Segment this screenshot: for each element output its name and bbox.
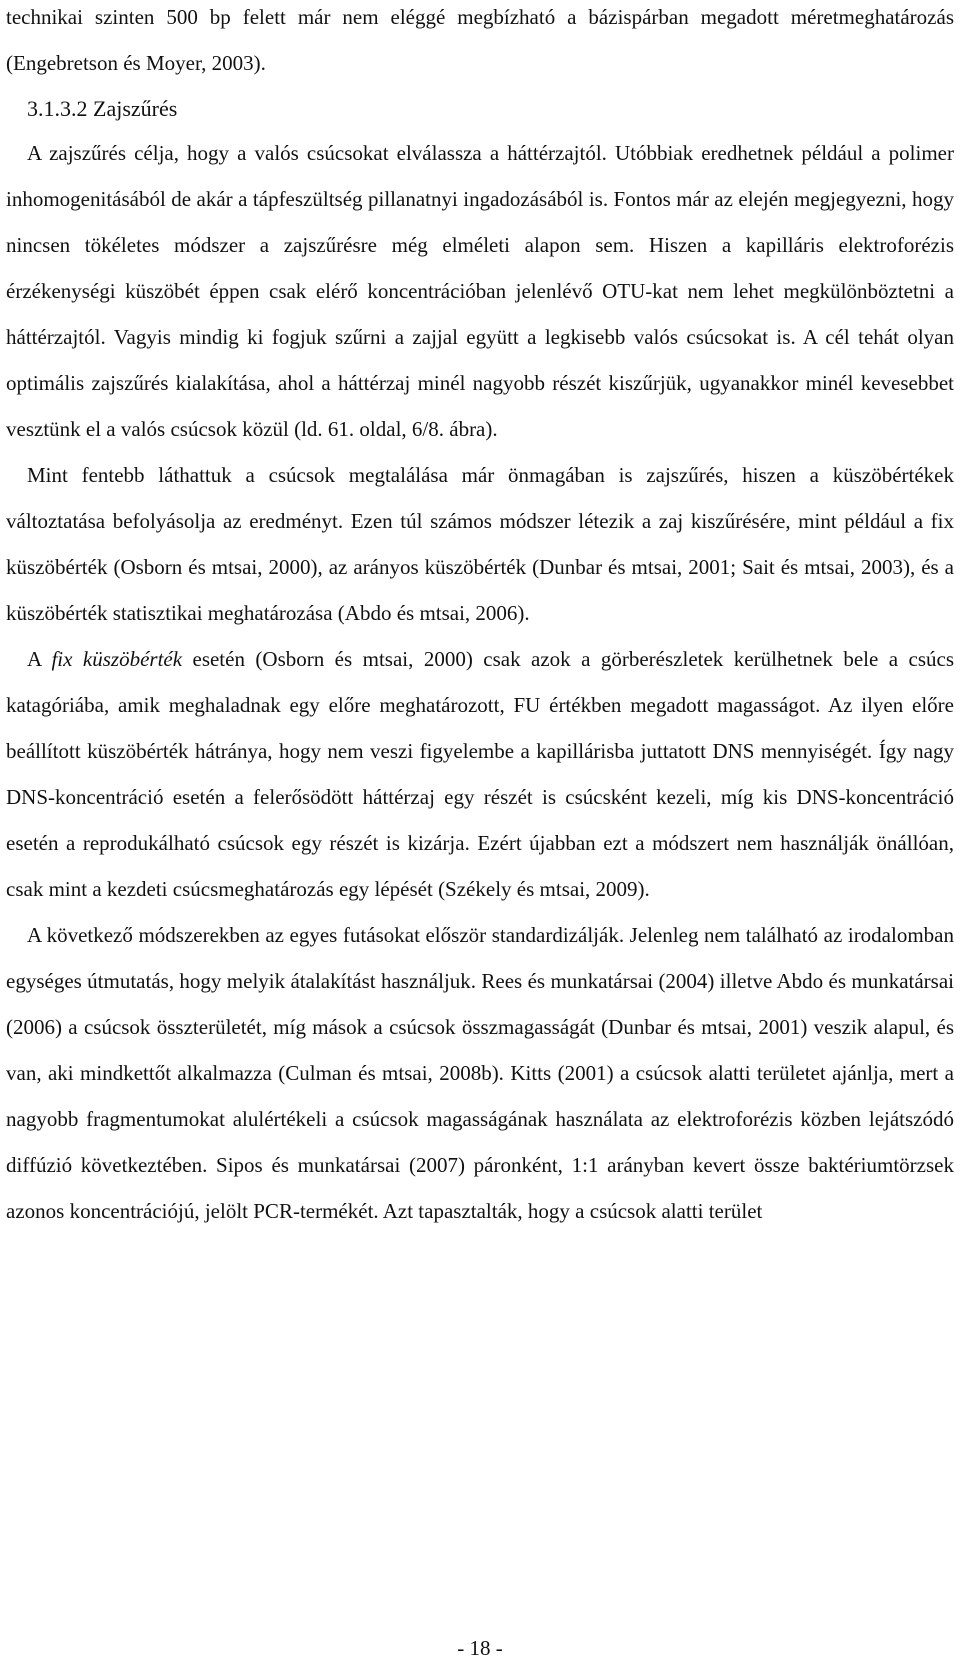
paragraph-fixed-threshold: [6, 636, 954, 912]
body-text: [6, 0, 954, 1234]
section-heading: 3.1.3.2 Zajszűrés: [27, 96, 178, 121]
page-number: - 18 -: [457, 1636, 503, 1660]
fixed-threshold-text: esetén (Osborn és mtsai, 2000) csak azok a görberészletek kerülhetnek bele a csúcs katagóriába, amik meghaladnak egy előre meghatározott, FU értékben megadott magasságot. Az ilyen előre beállított küszöbérték hátránya, hogy nem veszi figyelembe a kapillárisba juttatott DNS mennyiségét. Így nagy DNS-koncentráció esetén a felerősödött háttérzaj egy részét is csúcsként kezeli, míg kis DNS-koncentráció esetén a reprodukálható csúcsok egy részét is kizárja. Ezért újabban ezt a módszert nem használják önállóan, csak mint a kezdeti csúcsmeghatározás egy lépését (Székely és mtsai, 2009).: [6, 647, 954, 901]
paragraph-standardization: A következő módszerekben az egyes futásokat először standardizálják. Jelenleg nem található az irodalomban egységes útmutatás, hogy melyik átalakítást használjuk. Rees és munkatársai (2004) illetve Abdo és munkatársai (2006) a csúcsok összterületét, míg mások a csúcsok összmagasságát (Dunbar és mtsai, 2001) veszik alapul, és van, aki mindkettőt alkalmazza (Culman és mtsai, 2008b). Kitts (2001) a csúcsok alatti területet ajánlja, mert a nagyobb fragmentumokat alulértékeli a csúcsok magasságának használata az elektroforézis közben lejátszódó diffúzió következtében. Sipos és munkatársai (2007) páronként, 1:1 arányban kevert össze baktériumtörzsek azonos koncentrációjú, jelölt PCR-termékét. Azt tapasztalták, hogy a csúcsok alatti terület: [6, 923, 954, 1223]
fixed-threshold-lead: A: [27, 647, 52, 671]
fixed-threshold-term: fix küszöbérték: [51, 647, 183, 671]
paragraph-methods-overview: Mint fentebb láthattuk a csúcsok megtalálása már önmagában is zajszűrés, hiszen a küszöbértékek változtatása befolyásolja az eredményt. Ezen túl számos módszer létezik a zaj kiszűrésére, mint például a fix küszöbérték (Osborn és mtsai, 2000), az arányos küszöbérték (Dunbar és mtsai, 2001; Sait és mtsai, 2003), és a küszöbérték statisztikai meghatározása (Abdo és mtsai, 2006).: [6, 463, 954, 625]
paragraph-noise-filtering-intro: A zajszűrés célja, hogy a valós csúcsokat elválassza a háttérzajtól. Utóbbiak eredhetnek például a polimer inhomogenitásából de akár a tápfeszültség pillanatnyi ingadozásából is. Fontos már az elején megjegyezni, hogy nincsen tökéletes módszer a zajszűrésre még elméleti alapon sem. Hiszen a kapilláris elektroforézis érzékenységi küszöbét éppen csak elérő koncentrációban jelenlévő OTU-kat nem lehet megkülönböztetni a háttérzajtól. Vagyis mindig ki fogjuk szűrni a zajjal együtt a legkisebb valós csúcsokat is. A cél tehát olyan optimális zajszűrés kialakítása, ahol a háttérzaj minél nagyobb részét kiszűrjük, ugyanakkor minél kevesebbet vesztünk el a valós csúcsok közül (ld. 61. oldal, 6/8. ábra).: [6, 141, 954, 441]
paragraph-continued: technikai szinten 500 bp felett már nem eléggé megbízható a bázispárban megadott méretmeghatározás (Engebretson és Moyer, 2003).: [6, 5, 954, 75]
